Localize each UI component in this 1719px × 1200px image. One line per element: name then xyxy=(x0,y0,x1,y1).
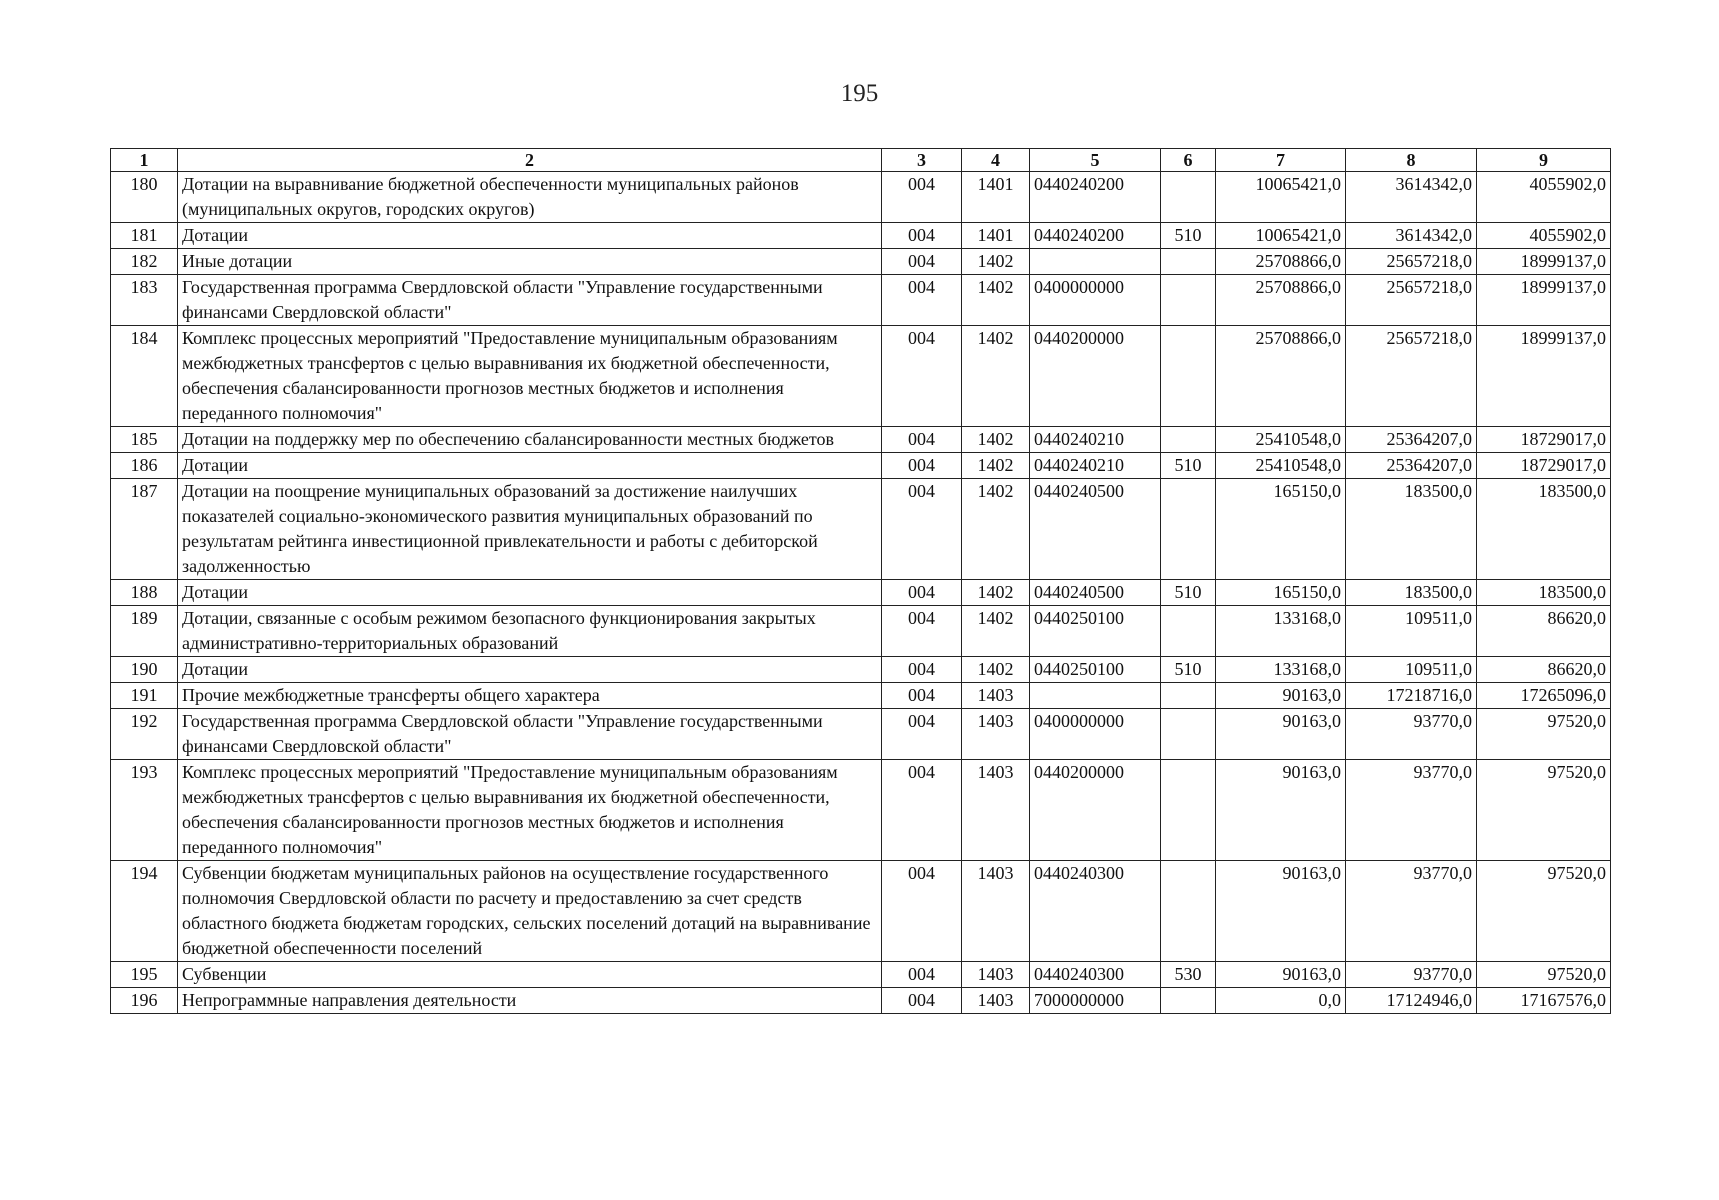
row-name-cell: Дотации xyxy=(178,580,882,606)
row-amount-1-cell: 90163,0 xyxy=(1216,683,1346,709)
table-row xyxy=(111,223,1611,249)
row-number-cell: 192 xyxy=(111,709,178,760)
row-section-code-cell: 1402 xyxy=(962,606,1030,657)
row-name-cell: Субвенции xyxy=(178,962,882,988)
table-row xyxy=(111,657,1611,683)
row-amount-3-cell: 18999137,0 xyxy=(1477,275,1611,326)
row-amount-1-cell: 165150,0 xyxy=(1216,580,1346,606)
row-target-code-cell: 0440240300 xyxy=(1030,962,1161,988)
row-name-cell: Непрограммные направления деятельности xyxy=(178,988,882,1014)
row-number-cell: 181 xyxy=(111,223,178,249)
row-number-cell: 186 xyxy=(111,453,178,479)
row-amount-2-cell: 93770,0 xyxy=(1346,709,1477,760)
row-ministry-code-cell: 004 xyxy=(882,709,962,760)
column-header: 4 xyxy=(962,149,1030,172)
row-ministry-code-cell: 004 xyxy=(882,479,962,580)
row-section-code-cell: 1403 xyxy=(962,962,1030,988)
column-header: 7 xyxy=(1216,149,1346,172)
table-row xyxy=(111,326,1611,427)
row-target-code-cell: 0440200000 xyxy=(1030,326,1161,427)
row-amount-1-cell: 25708866,0 xyxy=(1216,275,1346,326)
row-target-code-cell: 0440240210 xyxy=(1030,453,1161,479)
row-target-code-cell: 0440240500 xyxy=(1030,580,1161,606)
row-expense-type-cell: 510 xyxy=(1161,223,1216,249)
row-name-cell: Субвенции бюджетам муниципальных районов на осуществление государственного полномочия Свердловской области по расчету и предоставлению за счет средств областного бюджета бюджетам городских, сельских поселений дотаций на выравнивание бюджетной обеспеченности поселений xyxy=(178,861,882,962)
table-row xyxy=(111,760,1611,861)
row-name-cell: Государственная программа Свердловской области "Управление государственными финансами Свердловской области" xyxy=(178,275,882,326)
column-header: 1 xyxy=(111,149,178,172)
row-number-cell: 188 xyxy=(111,580,178,606)
row-ministry-code-cell: 004 xyxy=(882,326,962,427)
row-section-code-cell: 1402 xyxy=(962,275,1030,326)
row-target-code-cell xyxy=(1030,249,1161,275)
table-row xyxy=(111,427,1611,453)
row-section-code-cell: 1403 xyxy=(962,988,1030,1014)
row-amount-1-cell: 133168,0 xyxy=(1216,657,1346,683)
table-row xyxy=(111,988,1611,1014)
row-name-cell: Дотации, связанные с особым режимом безопасного функционирования закрытых административно-территориальных образований xyxy=(178,606,882,657)
row-number-cell: 191 xyxy=(111,683,178,709)
row-name-cell: Иные дотации xyxy=(178,249,882,275)
row-expense-type-cell xyxy=(1161,709,1216,760)
row-name-cell: Государственная программа Свердловской области "Управление государственными финансами Свердловской области" xyxy=(178,709,882,760)
column-header: 6 xyxy=(1161,149,1216,172)
row-amount-3-cell: 183500,0 xyxy=(1477,580,1611,606)
row-section-code-cell: 1401 xyxy=(962,223,1030,249)
row-expense-type-cell xyxy=(1161,326,1216,427)
row-name-cell: Дотации на поощрение муниципальных образований за достижение наилучших показателей социально-экономического развития муниципальных образований по результатам рейтинга инвестиционной привлекательности и работы с дебиторской задолженностью xyxy=(178,479,882,580)
row-amount-2-cell: 25657218,0 xyxy=(1346,326,1477,427)
row-expense-type-cell: 530 xyxy=(1161,962,1216,988)
row-name-cell: Дотации на выравнивание бюджетной обеспеченности муниципальных районов (муниципальных округов, городских округов) xyxy=(178,172,882,223)
column-header: 2 xyxy=(178,149,882,172)
column-header: 8 xyxy=(1346,149,1477,172)
row-amount-2-cell: 183500,0 xyxy=(1346,580,1477,606)
row-ministry-code-cell: 004 xyxy=(882,275,962,326)
row-section-code-cell: 1402 xyxy=(962,657,1030,683)
row-expense-type-cell: 510 xyxy=(1161,657,1216,683)
row-amount-1-cell: 10065421,0 xyxy=(1216,223,1346,249)
table-row xyxy=(111,683,1611,709)
row-section-code-cell: 1402 xyxy=(962,249,1030,275)
row-amount-3-cell: 183500,0 xyxy=(1477,479,1611,580)
table-row xyxy=(111,275,1611,326)
row-ministry-code-cell: 004 xyxy=(882,172,962,223)
row-number-cell: 189 xyxy=(111,606,178,657)
row-name-cell: Прочие межбюджетные трансферты общего характера xyxy=(178,683,882,709)
row-target-code-cell: 0440240300 xyxy=(1030,861,1161,962)
row-ministry-code-cell: 004 xyxy=(882,962,962,988)
table-row xyxy=(111,249,1611,275)
row-expense-type-cell xyxy=(1161,479,1216,580)
row-amount-3-cell: 18999137,0 xyxy=(1477,326,1611,427)
row-name-cell: Дотации на поддержку мер по обеспечению сбалансированности местных бюджетов xyxy=(178,427,882,453)
column-header: 9 xyxy=(1477,149,1611,172)
row-target-code-cell: 0440250100 xyxy=(1030,606,1161,657)
row-number-cell: 180 xyxy=(111,172,178,223)
row-amount-2-cell: 25364207,0 xyxy=(1346,427,1477,453)
row-ministry-code-cell: 004 xyxy=(882,861,962,962)
row-amount-2-cell: 3614342,0 xyxy=(1346,172,1477,223)
row-expense-type-cell xyxy=(1161,275,1216,326)
row-amount-3-cell: 86620,0 xyxy=(1477,657,1611,683)
row-amount-2-cell: 25364207,0 xyxy=(1346,453,1477,479)
row-section-code-cell: 1403 xyxy=(962,760,1030,861)
row-amount-2-cell: 93770,0 xyxy=(1346,760,1477,861)
row-number-cell: 183 xyxy=(111,275,178,326)
table-row xyxy=(111,172,1611,223)
row-expense-type-cell xyxy=(1161,427,1216,453)
row-number-cell: 193 xyxy=(111,760,178,861)
table-row xyxy=(111,962,1611,988)
row-expense-type-cell xyxy=(1161,683,1216,709)
row-amount-1-cell: 25708866,0 xyxy=(1216,249,1346,275)
row-expense-type-cell xyxy=(1161,988,1216,1014)
table-row xyxy=(111,453,1611,479)
row-ministry-code-cell: 004 xyxy=(882,606,962,657)
header-row xyxy=(111,149,1611,172)
row-amount-1-cell: 25410548,0 xyxy=(1216,427,1346,453)
row-expense-type-cell xyxy=(1161,861,1216,962)
table-row xyxy=(111,861,1611,962)
row-target-code-cell: 0440240210 xyxy=(1030,427,1161,453)
row-target-code-cell: 0440250100 xyxy=(1030,657,1161,683)
row-amount-1-cell: 90163,0 xyxy=(1216,962,1346,988)
row-amount-3-cell: 86620,0 xyxy=(1477,606,1611,657)
row-amount-1-cell: 90163,0 xyxy=(1216,709,1346,760)
row-number-cell: 182 xyxy=(111,249,178,275)
row-amount-2-cell: 25657218,0 xyxy=(1346,249,1477,275)
page-number: 195 xyxy=(840,80,879,107)
table-body xyxy=(111,172,1611,1014)
row-section-code-cell: 1403 xyxy=(962,861,1030,962)
row-name-cell: Комплекс процессных мероприятий "Предоставление муниципальным образованиям межбюджетных трансфертов с целью выравнивания их бюджетной обеспеченности, обеспечения сбалансированности прогнозов местных бюджетов и исполнения переданного полномочия" xyxy=(178,326,882,427)
row-amount-1-cell: 165150,0 xyxy=(1216,479,1346,580)
row-amount-2-cell: 3614342,0 xyxy=(1346,223,1477,249)
row-section-code-cell: 1403 xyxy=(962,683,1030,709)
row-target-code-cell: 7000000000 xyxy=(1030,988,1161,1014)
row-amount-3-cell: 97520,0 xyxy=(1477,861,1611,962)
table-row xyxy=(111,709,1611,760)
row-expense-type-cell: 510 xyxy=(1161,580,1216,606)
row-number-cell: 184 xyxy=(111,326,178,427)
row-amount-3-cell: 4055902,0 xyxy=(1477,223,1611,249)
row-amount-3-cell: 97520,0 xyxy=(1477,760,1611,861)
row-amount-2-cell: 17218716,0 xyxy=(1346,683,1477,709)
row-name-cell: Дотации xyxy=(178,453,882,479)
row-amount-1-cell: 25708866,0 xyxy=(1216,326,1346,427)
row-number-cell: 190 xyxy=(111,657,178,683)
row-name-cell: Дотации xyxy=(178,657,882,683)
row-target-code-cell: 0440240200 xyxy=(1030,223,1161,249)
row-amount-3-cell: 18999137,0 xyxy=(1477,249,1611,275)
row-amount-1-cell: 133168,0 xyxy=(1216,606,1346,657)
row-target-code-cell xyxy=(1030,683,1161,709)
row-amount-2-cell: 25657218,0 xyxy=(1346,275,1477,326)
row-amount-3-cell: 97520,0 xyxy=(1477,962,1611,988)
row-amount-2-cell: 93770,0 xyxy=(1346,962,1477,988)
row-section-code-cell: 1402 xyxy=(962,479,1030,580)
row-amount-3-cell: 17167576,0 xyxy=(1477,988,1611,1014)
row-ministry-code-cell: 004 xyxy=(882,223,962,249)
row-expense-type-cell xyxy=(1161,249,1216,275)
table-row xyxy=(111,479,1611,580)
column-header: 5 xyxy=(1030,149,1161,172)
row-section-code-cell: 1403 xyxy=(962,709,1030,760)
budget-table xyxy=(110,148,1611,1014)
row-amount-1-cell: 90163,0 xyxy=(1216,760,1346,861)
row-amount-1-cell: 10065421,0 xyxy=(1216,172,1346,223)
row-ministry-code-cell: 004 xyxy=(882,988,962,1014)
column-header: 3 xyxy=(882,149,962,172)
row-amount-2-cell: 183500,0 xyxy=(1346,479,1477,580)
row-section-code-cell: 1402 xyxy=(962,453,1030,479)
row-ministry-code-cell: 004 xyxy=(882,760,962,861)
row-number-cell: 194 xyxy=(111,861,178,962)
row-amount-3-cell: 18729017,0 xyxy=(1477,453,1611,479)
row-amount-3-cell: 4055902,0 xyxy=(1477,172,1611,223)
row-amount-2-cell: 17124946,0 xyxy=(1346,988,1477,1014)
row-number-cell: 195 xyxy=(111,962,178,988)
row-expense-type-cell xyxy=(1161,760,1216,861)
row-section-code-cell: 1401 xyxy=(962,172,1030,223)
row-ministry-code-cell: 004 xyxy=(882,657,962,683)
row-expense-type-cell xyxy=(1161,172,1216,223)
row-ministry-code-cell: 004 xyxy=(882,249,962,275)
table-row xyxy=(111,580,1611,606)
row-ministry-code-cell: 004 xyxy=(882,683,962,709)
row-amount-2-cell: 109511,0 xyxy=(1346,657,1477,683)
row-amount-1-cell: 0,0 xyxy=(1216,988,1346,1014)
row-amount-1-cell: 90163,0 xyxy=(1216,861,1346,962)
row-amount-3-cell: 18729017,0 xyxy=(1477,427,1611,453)
row-ministry-code-cell: 004 xyxy=(882,427,962,453)
row-target-code-cell: 0400000000 xyxy=(1030,709,1161,760)
row-target-code-cell: 0440240200 xyxy=(1030,172,1161,223)
row-section-code-cell: 1402 xyxy=(962,326,1030,427)
row-amount-1-cell: 25410548,0 xyxy=(1216,453,1346,479)
row-name-cell: Дотации xyxy=(178,223,882,249)
row-number-cell: 185 xyxy=(111,427,178,453)
row-expense-type-cell: 510 xyxy=(1161,453,1216,479)
table-row xyxy=(111,606,1611,657)
row-section-code-cell: 1402 xyxy=(962,580,1030,606)
row-amount-2-cell: 93770,0 xyxy=(1346,861,1477,962)
row-section-code-cell: 1402 xyxy=(962,427,1030,453)
row-amount-3-cell: 97520,0 xyxy=(1477,709,1611,760)
row-number-cell: 196 xyxy=(111,988,178,1014)
row-target-code-cell: 0440240500 xyxy=(1030,479,1161,580)
row-ministry-code-cell: 004 xyxy=(882,580,962,606)
row-number-cell: 187 xyxy=(111,479,178,580)
row-amount-2-cell: 109511,0 xyxy=(1346,606,1477,657)
row-expense-type-cell xyxy=(1161,606,1216,657)
row-target-code-cell: 0400000000 xyxy=(1030,275,1161,326)
row-ministry-code-cell: 004 xyxy=(882,453,962,479)
table-header xyxy=(111,149,1611,172)
row-name-cell: Комплекс процессных мероприятий "Предоставление муниципальным образованиям межбюджетных трансфертов с целью выравнивания их бюджетной обеспеченности, обеспечения сбалансированности прогнозов местных бюджетов и исполнения переданного полномочия" xyxy=(178,760,882,861)
row-amount-3-cell: 17265096,0 xyxy=(1477,683,1611,709)
row-target-code-cell: 0440200000 xyxy=(1030,760,1161,861)
